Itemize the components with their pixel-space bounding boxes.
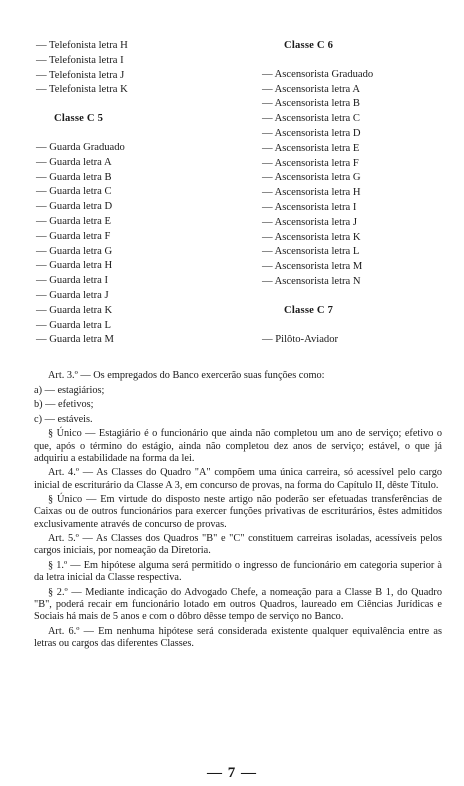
list-item: — Guarda letra B [36,171,112,183]
list-item: — Ascensorista letra L [262,246,360,258]
guarda-list [36,141,226,348]
list-item: — Guarda letra D [36,201,113,213]
class-c5-heading: Classe C 5 [54,113,104,125]
list-item: — Ascensorista letra N [262,275,361,287]
article-5: Art. 5.º — As Classes dos Quadros "B" e "C" constituem carreiras isoladas, acessíveis pelos cargos iniciais, por nomeação da Diretoria. [34,533,442,557]
article-3-sole-paragraph: § Único — Estagiário é o funcionário que ainda não completou um ano de serviço; efetivo o que, após o término do estágio, ainda não completou dez anos de serviço; estável, o que já adquiriu a estabilidade na forma da lei. [34,428,442,464]
list-item: — Ascensorista letra G [262,172,361,184]
list-item: — Ascensorista letra A [262,83,360,95]
telefonista-list [36,39,226,98]
list-item: — Guarda letra J [36,289,109,301]
list-item: — Guarda letra M [36,334,114,346]
class-c6-heading: Classe C 6 [284,40,334,51]
article-6: Art. 6.º — Em nenhuma hipótese será considerada existente qualquer equivalência entre as letras ou cargos das diferentes Classes. [34,625,442,649]
list-item: — Guarda letra F [36,230,111,242]
list-item: — Ascensorista letra D [262,127,361,139]
list-item: — Guarda letra K [36,304,113,316]
list-item: — Ascensorista letra H [262,187,361,199]
list-item: — Ascensorista letra E [262,142,360,154]
aviador-list [262,333,452,348]
list-item: — Ascensorista letra J [262,216,358,228]
article-4: Art. 4.º — As Classes do Quadro "A" compõem uma única carreira, só acessível pelo cargo inicial de escriturário da Classe A 3, em concurso de provas, na forma do Capítulo II, dêste Título. [34,467,442,491]
article-5-paragraph-2: § 2.º — Mediante indicação do Advogado Chefe, a nomeação para a Classe B 1, do Quadro "B", poderá recair em funcionário lotado em outros Quadros, laureado em Ciências Jurídicas e Sociais há mais de 5 anos e com o dôbro dêsse tempo de serviço no Banco. [34,586,442,623]
article-3: Art. 3.º — Os empregados do Banco exercerão suas funções como: [48,370,325,381]
class-c7-heading: Classe C 7 [284,304,334,316]
article-4-sole-paragraph: § Único — Em virtude do disposto neste artigo não poderão ser efetuadas transferências de Caixas ou de outros funcionários para exercer funções privativas de escriturários, êstes admitidos exclusivamente através de concurso de provas. [34,494,442,530]
articles-text [34,370,442,653]
list-item: — Pilôto-Aviador [262,333,339,345]
list-item: — Ascensorista letra I [262,201,357,213]
list-item: — Ascensorista letra M [262,261,363,273]
left-column [36,39,226,348]
article-3-item-c: c) — estáveis. [34,413,93,425]
list-item: — Telefonista letra I [36,54,124,66]
page-number: — 7 — [207,765,257,781]
list-item: — Guarda letra C [36,186,112,198]
list-item: — Guarda letra L [36,319,112,331]
list-item: — Guarda letra G [36,245,113,257]
list-item: — Guarda letra A [36,156,112,168]
list-item: — Telefonista letra H [36,40,128,51]
list-item: — Telefonista letra J [36,69,125,81]
list-item: — Guarda letra I [36,275,109,287]
right-column [262,39,452,347]
list-item: — Ascensorista letra C [262,113,360,125]
list-item: — Ascensorista letra B [262,98,360,110]
article-3-item-b: b) — efetivos; [34,399,94,411]
article-3-item-a: a) — estagiários; [34,384,105,396]
article-5-paragraph-1: § 1.º — Em hipótese alguma será permitido o ingresso de funcionário em categoria superior à da letra inicial da Classe respectiva. [34,559,442,584]
list-item: — Ascensorista letra K [262,231,361,243]
list-item: — Guarda letra H [36,260,113,272]
list-item: — Ascensorista letra F [262,157,359,169]
list-item: — Telefonista letra K [36,84,128,96]
ascensorista-list [262,68,452,290]
list-item: — Ascensorista Graduado [262,68,374,80]
list-item: — Guarda Graduado [36,141,125,153]
list-item: — Guarda letra E [36,215,112,227]
